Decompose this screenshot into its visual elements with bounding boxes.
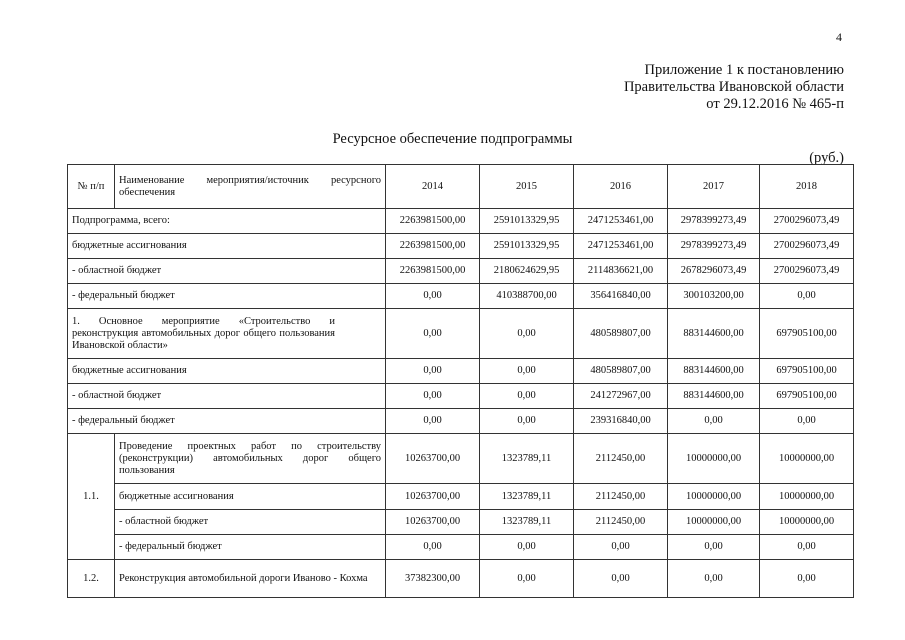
row-name: Реконструкция автомобильной дороги Иваново - Кохма xyxy=(115,560,386,598)
cell-value: 2180624629,95 xyxy=(480,259,574,284)
cell-value: 480589807,00 xyxy=(574,359,668,384)
cell-value: 10000000,00 xyxy=(760,434,854,484)
cell-value: 2471253461,00 xyxy=(574,234,668,259)
header-year: 2016 xyxy=(574,165,668,209)
table-row xyxy=(68,234,854,259)
header-name: Наименование мероприятия/источник ресурсного обеспечения xyxy=(115,165,386,209)
cell-value: 2700296073,49 xyxy=(760,259,854,284)
cell-value: 1323789,11 xyxy=(480,510,574,535)
table-row xyxy=(68,359,854,384)
document-title: Ресурсное обеспечение подпрограммы xyxy=(332,131,573,147)
cell-value: 0,00 xyxy=(480,560,574,598)
header-year: 2018 xyxy=(760,165,854,209)
table-header-row xyxy=(68,165,854,209)
cell-value: 0,00 xyxy=(386,384,480,409)
cell-value: 10000000,00 xyxy=(760,484,854,510)
cell-value: 241272967,00 xyxy=(574,384,668,409)
table-row xyxy=(68,560,854,598)
cell-value: 0,00 xyxy=(480,409,574,434)
cell-value: 0,00 xyxy=(574,535,668,560)
header-year: 2015 xyxy=(480,165,574,209)
cell-value: 2978399273,49 xyxy=(668,234,760,259)
cell-value: 0,00 xyxy=(386,409,480,434)
row-name: - областной бюджет xyxy=(68,259,386,284)
cell-value: 2112450,00 xyxy=(574,434,668,484)
cell-value: 0,00 xyxy=(480,384,574,409)
cell-value: 2263981500,00 xyxy=(386,209,480,234)
cell-value: 697905100,00 xyxy=(760,309,854,359)
cell-value: 10000000,00 xyxy=(668,510,760,535)
cell-value: 2263981500,00 xyxy=(386,259,480,284)
cell-value: 1323789,11 xyxy=(480,434,574,484)
cell-value: 2471253461,00 xyxy=(574,209,668,234)
cell-value: 2700296073,49 xyxy=(760,209,854,234)
table-row xyxy=(68,259,854,284)
cell-value: 0,00 xyxy=(480,359,574,384)
cell-value: 2114836621,00 xyxy=(574,259,668,284)
table-row xyxy=(68,434,854,484)
row-name: - областной бюджет xyxy=(68,384,386,409)
table-row xyxy=(68,409,854,434)
appendix-line: Приложение 1 к постановлению xyxy=(644,62,844,78)
cell-value: 0,00 xyxy=(668,409,760,434)
table-row xyxy=(68,510,854,535)
cell-value: 10000000,00 xyxy=(668,484,760,510)
resource-table xyxy=(67,164,854,598)
cell-value: 697905100,00 xyxy=(760,384,854,409)
cell-value: 2112450,00 xyxy=(574,484,668,510)
cell-value: 10000000,00 xyxy=(760,510,854,535)
header-year: 2014 xyxy=(386,165,480,209)
row-name: - федеральный бюджет xyxy=(68,284,386,309)
cell-value: 0,00 xyxy=(480,309,574,359)
row-number: 1.1. xyxy=(68,434,115,560)
cell-value: 410388700,00 xyxy=(480,284,574,309)
appendix-line: от 29.12.2016 № 465-п xyxy=(706,96,844,112)
table-row xyxy=(68,209,854,234)
row-number: 1.2. xyxy=(68,560,115,598)
table-row xyxy=(68,284,854,309)
table-row xyxy=(68,535,854,560)
cell-value: 10263700,00 xyxy=(386,510,480,535)
table-row xyxy=(68,309,854,359)
row-name: Подпрограмма, всего: xyxy=(68,209,386,234)
cell-value: 300103200,00 xyxy=(668,284,760,309)
row-name: Проведение проектных работ по строительству (реконструкции) автомобильных дорог общего пользования xyxy=(115,434,386,484)
row-name: бюджетные ассигнования xyxy=(68,359,386,384)
appendix-note xyxy=(624,62,844,113)
cell-value: 0,00 xyxy=(760,535,854,560)
cell-value: 697905100,00 xyxy=(760,359,854,384)
cell-value: 2700296073,49 xyxy=(760,234,854,259)
row-name: - федеральный бюджет xyxy=(115,535,386,560)
cell-value: 2263981500,00 xyxy=(386,234,480,259)
cell-value: 356416840,00 xyxy=(574,284,668,309)
cell-value: 10263700,00 xyxy=(386,434,480,484)
appendix-line: Правительства Ивановской области xyxy=(623,79,844,95)
cell-value: 0,00 xyxy=(668,560,760,598)
table-row xyxy=(68,484,854,510)
cell-value: 2978399273,49 xyxy=(668,209,760,234)
cell-value: 10000000,00 xyxy=(668,434,760,484)
cell-value: 2678296073,49 xyxy=(668,259,760,284)
cell-value: 2112450,00 xyxy=(574,510,668,535)
cell-value: 0,00 xyxy=(760,409,854,434)
header-year: 2017 xyxy=(668,165,760,209)
cell-value: 37382300,00 xyxy=(386,560,480,598)
row-name: - областной бюджет xyxy=(115,510,386,535)
cell-value: 1323789,11 xyxy=(480,484,574,510)
header-num: № п/п xyxy=(68,165,115,209)
page-number: 4 xyxy=(836,30,842,44)
cell-value: 2591013329,95 xyxy=(480,234,574,259)
cell-value: 883144600,00 xyxy=(668,309,760,359)
row-name: 1. Основное мероприятие «Строительство и реконструкция автомобильных дорог общего пользования Ивановской области» xyxy=(68,309,386,359)
table-row xyxy=(68,384,854,409)
cell-value: 2591013329,95 xyxy=(480,209,574,234)
row-name: бюджетные ассигнования xyxy=(68,234,386,259)
cell-value: 0,00 xyxy=(760,284,854,309)
currency-unit: (руб.) xyxy=(809,150,844,166)
cell-value: 0,00 xyxy=(386,535,480,560)
cell-value: 480589807,00 xyxy=(574,309,668,359)
cell-value: 0,00 xyxy=(574,560,668,598)
cell-value: 883144600,00 xyxy=(668,359,760,384)
cell-value: 883144600,00 xyxy=(668,384,760,409)
cell-value: 0,00 xyxy=(480,535,574,560)
cell-value: 239316840,00 xyxy=(574,409,668,434)
cell-value: 0,00 xyxy=(386,309,480,359)
row-name: - федеральный бюджет xyxy=(68,409,386,434)
cell-value: 0,00 xyxy=(760,560,854,598)
cell-value: 0,00 xyxy=(386,284,480,309)
cell-value: 10263700,00 xyxy=(386,484,480,510)
cell-value: 0,00 xyxy=(386,359,480,384)
row-name: бюджетные ассигнования xyxy=(115,484,386,510)
cell-value: 0,00 xyxy=(668,535,760,560)
